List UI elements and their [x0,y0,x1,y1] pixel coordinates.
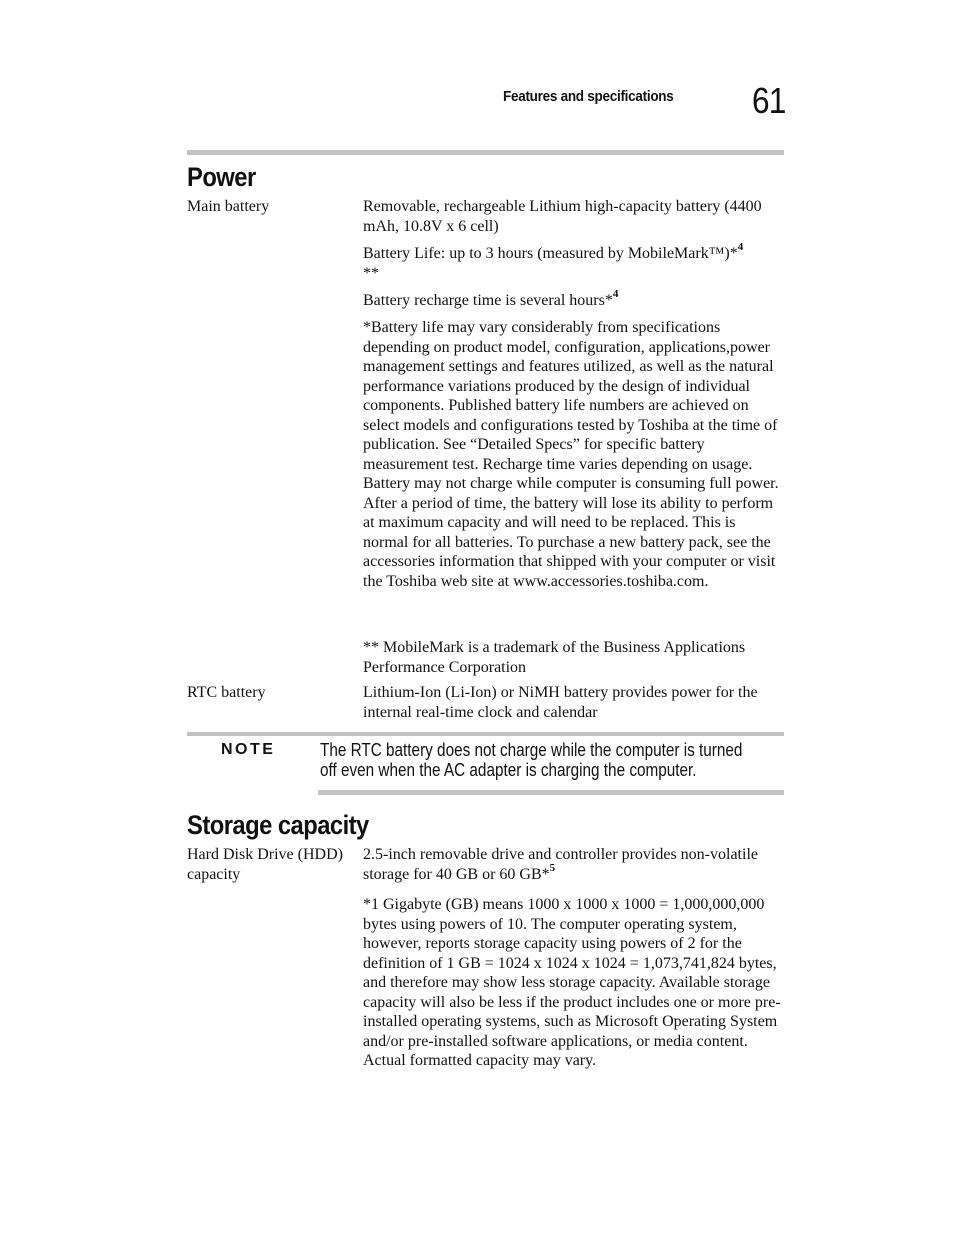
term-hdd-capacity: Hard Disk Drive (HDD) capacity [187,846,343,883]
section-heading-storage: Storage capacity [187,810,369,840]
note-text: The RTC battery does not charge while the computer is turned off even when the AC adapter is charging the computer. [320,740,743,780]
page-number: 61 [752,80,786,121]
note-label: NOTE [221,741,276,758]
rtc-battery-spec: Lithium-Ion (Li-Ion) or NiMH battery provides power for the internal real-time clock and calendar [363,684,758,721]
hdd-spec [363,845,773,884]
battery-disclaimer: *Battery life may vary considerably from specifications depending on product model, configuration, applications,power management settings and features utilized, as well as the natural performance variations produced by the design of individual components. Published battery life numbers are achieved on select models and configurations tested by Toshiba at the time of publication. See “Detailed Specs” for specific battery measurement test. Recharge time varies depending on usage. Battery may not charge while computer is consuming full power. After a period of time, the battery will lose its ability to perform at maximum capacity and will need to be replaced. This is normal for all batteries. To purchase a new battery pack, see the accessories information that shipped with your computer or visit the Toshiba web site at www.accessories.toshiba.com. [363,319,779,590]
battery-recharge-footnote-ref: 4 [612,288,619,300]
note-rule-top [187,732,784,736]
mobilemark-trademark: ** MobileMark is a trademark of the Business Applications Performance Corporation [363,639,746,676]
hdd-footnote-ref: 5 [549,861,556,874]
battery-life-trail: ** [363,264,379,282]
hdd-spec-text: 2.5-inch removable drive and controller provides non-volatile storage for 40 GB or 60 GB* [363,846,758,883]
term-rtc-battery: RTC battery [187,684,266,701]
battery-life-text: Battery Life: up to 3 hours (measured by MobileMark™)* [363,245,738,262]
note-rule-bottom [318,790,784,795]
gigabyte-footnote: *1 Gigabyte (GB) means 1000 x 1000 x 1000 = 1,000,000,000 bytes using powers of 10. The computer operating system, however, reports storage capacity using powers of 2 for the definition of 1 GB = 1024 x 1024 x 1024 = 1,073,741,824 bytes, and therefore may show less storage capacity. Available storage capacity will also be less if the product includes one or more pre-installed operating systems, such as Microsoft Operating System and/or pre-installed software applications, or media content. Actual formatted capacity may vary. [363,896,781,1069]
battery-recharge-text: Battery recharge time is several hours* [363,292,613,309]
section-heading-power: Power [187,162,256,192]
section-rule-power [187,150,784,155]
running-head: Features and specifications [503,88,674,105]
battery-recharge [363,288,788,311]
battery-life [363,241,788,283]
term-main-battery: Main battery [187,198,270,215]
main-battery-spec: Removable, rechargeable Lithium high-capacity battery (4400 mAh, 10.8V x 6 cell) [363,198,762,235]
battery-life-footnote-ref: 4 [737,241,744,253]
